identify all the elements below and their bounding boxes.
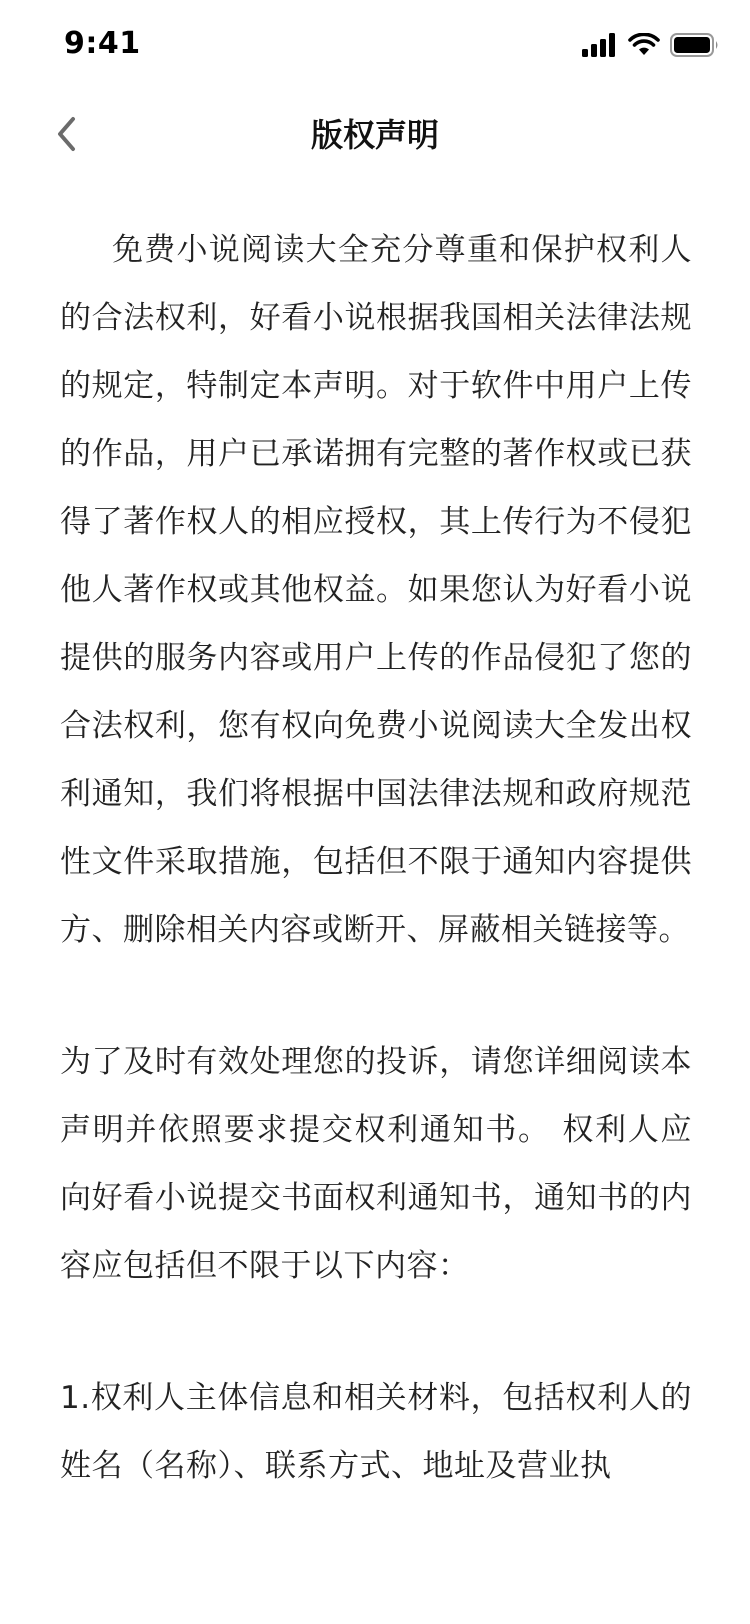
- battery-icon: [670, 33, 720, 61]
- statement-paragraph: 1.权利人主体信息和相关材料，包括权利人的姓名（名称）、联系方式、地址及营业执: [60, 1380, 692, 1484]
- page-title: 版权声明: [310, 116, 439, 154]
- wifi-icon: [628, 33, 660, 61]
- status-time: 9:41: [64, 26, 141, 61]
- statement-paragraph: 为了及时有效处理您的投诉，请您详细阅读本声明并依照要求提交权利通知书。 权利人应向好看小说提交书面权利通知书，通知书的内容应包括但不限于以下内容：: [60, 1044, 692, 1284]
- statement-paragraph: 免费小说阅读大全充分尊重和保护权利人的合法权利，好看小说根据我国相关法律法规的规定，特制定本声明。对于软件中用户上传的作品，用户已承诺拥有完整的著作权或已获得了著作权人的相应授权，其上传行为不侵犯他人著作权或其他权益。如果您认为好看小说提供的服务内容或用户上传的作品侵犯了您的合法权利，您有权向免费小说阅读大全发出权利通知，我们将根据中国法律法规和政府规范性文件采取措施，包括但不限于通知内容提供方、删除相关内容或断开、屏蔽相关链接等。: [60, 232, 692, 948]
- copyright-statement-content: [60, 216, 692, 1500]
- cellular-signal-icon: [582, 33, 618, 61]
- status-bar: [0, 0, 750, 92]
- nav-bar: [0, 92, 750, 180]
- status-icons: [582, 32, 720, 62]
